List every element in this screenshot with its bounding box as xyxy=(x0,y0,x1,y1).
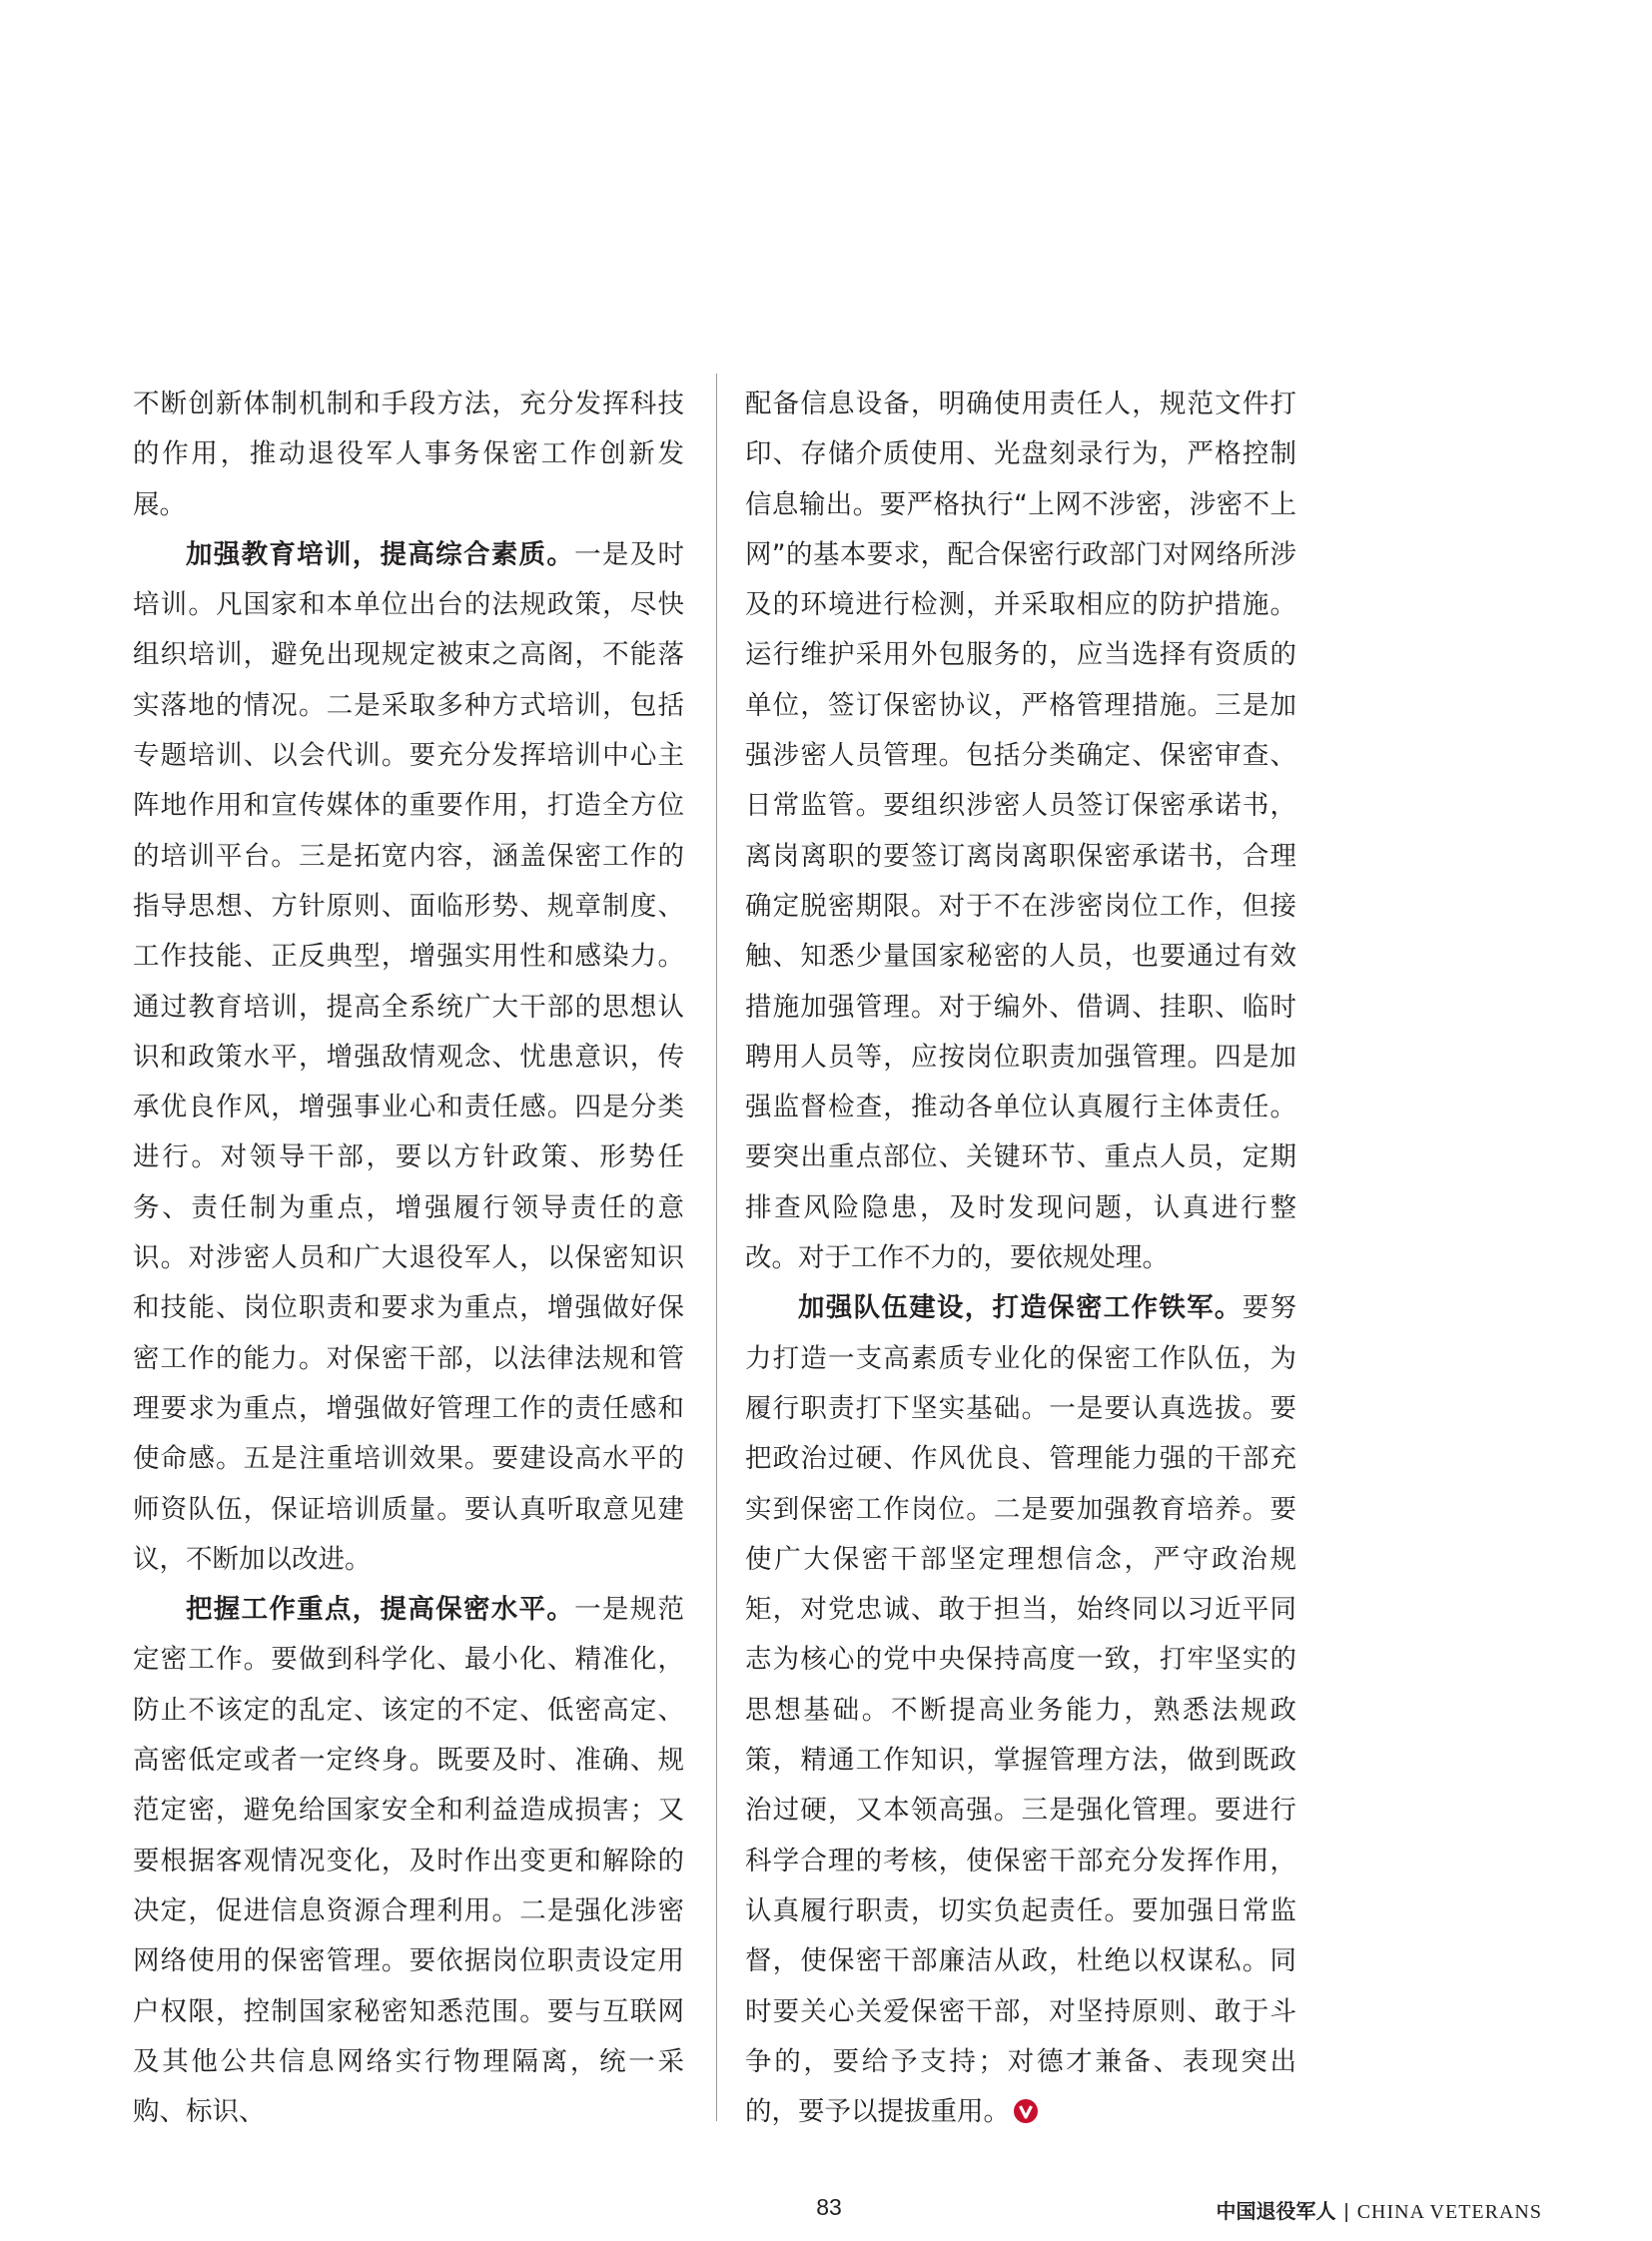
paragraph-body: 一是规范定密工作。要做到科学化、最小化、精准化，防止不该定的乱定、该定的不定、低密高定、高密低定或者一定终身。既要及时、准确、规范定密，避免给国家安全和利益造成损害；又要根据客观情况变化，及时作出变更和解除的决定，促进信息资源合理利用。二是强化涉密网络使用的保密管理。要依据岗位职责设定用户权限，控制国家秘密知悉范围。要与互联网及其他公共信息网络实行物理隔离，统一采购、标识、 xyxy=(133,1594,685,2128)
paragraph-continuation: 不断创新体制机制和手段方法，充分发挥科技的作用，推动退役军人事务保密工作创新发展。 xyxy=(133,388,684,520)
magazine-title-cn: 中国退役军人 xyxy=(1216,2199,1336,2223)
v-end-mark-icon xyxy=(1014,2099,1038,2123)
running-footer xyxy=(1216,2195,1542,2224)
footer-separator: | xyxy=(1343,2201,1349,2223)
page-number: 83 xyxy=(816,2194,842,2220)
left-column xyxy=(133,379,684,2137)
right-column xyxy=(745,379,1296,2137)
paragraph-heading: 加强教育培训，提高综合素质。 xyxy=(186,538,575,570)
paragraph-heading: 加强队伍建设，打造保密工作铁军。 xyxy=(798,1292,1242,1324)
paragraph-body: 要努力打造一支高素质专业化的保密工作队伍，为履行职责打下坚实基础。一是要认真选拔。要把政治过硬、作风优良、管理能力强的干部充实到保密工作岗位。二是要加强教育培养。要使广大保密干部坚定理想信念，严守政治规矩，对党忠诚、敢于担当，始终同以习近平同志为核心的党中央保持高度一致，打牢坚实的思想基础。不断提高业务能力，熟悉法规政策，精通工作知识，掌握管理方法，做到既政治过硬，又本领高强。三是强化管理。要进行科学合理的考核，使保密干部充分发挥作用，认真履行职责，切实负起责任。要加强日常监督，使保密干部廉洁从政，杜绝以权谋私。同时要关心关爱保密干部，对坚持原则、敢于斗争的，要给予支持；对德才兼备、表现突出的，要予以提拔重用。 xyxy=(745,1292,1297,2128)
paragraph-heading: 把握工作重点，提高保密水平。 xyxy=(186,1594,575,1626)
paragraph-continuation: 配备信息设备，明确使用责任人，规范文件打印、存储介质使用、光盘刻录行为，严格控制信息输出。要严格执行“上网不涉密，涉密不上网”的基本要求，配合保密行政部门对网络所涉及的环境进行检测，并采取相应的防护措施。运行维护采用外包服务的，应当选择有资质的单位，签订保密协议，严格管理措施。三是加强涉密人员管理。包括分类确定、保密审查、日常监管。要组织涉密人员签订保密承诺书，离岗离职的要签订离岗离职保密承诺书，合理确定脱密期限。对于不在涉密岗位工作，但接触、知悉少量国家秘密的人员，也要通过有效措施加强管理。对于编外、借调、挂职、临时聘用人员等，应按岗位职责加强管理。四是加强监督检查，推动各单位认真履行主体责任。要突出重点部位、关键环节、重点人员，定期排查风险隐患，及时发现问题，认真进行整改。对于工作不力的，要依规处理。 xyxy=(745,388,1296,1274)
paragraph-education-training xyxy=(133,530,684,1585)
column-divider xyxy=(716,374,717,2121)
paragraph-team-building xyxy=(745,1283,1296,2137)
paragraph-body: 一是及时培训。凡国家和本单位出台的法规政策，尽快组织培训，避免出现规定被束之高阁，不能落实落地的情况。二是采取多种方式培训，包括专题培训、以会代训。要充分发挥培训中心主阵地作用和宣传媒体的重要作用，打造全方位的培训平台。三是拓宽内容，涵盖保密工作的指导思想、方针原则、面临形势、规章制度、工作技能、正反典型，增强实用性和感染力。通过教育培训，提高全系统广大干部的思想认识和政策水平，增强敌情观念、忧患意识，传承优良作风，增强事业心和责任感。四是分类进行。对领导干部，要以方针政策、形势任务、责任制为重点，增强履行领导责任的意识。对涉密人员和广大退役军人，以保密知识和技能、岗位职责和要求为重点，增强做好保密工作的能力。对保密干部，以法律法规和管理要求为重点，增强做好管理工作的责任感和使命感。五是注重培训效果。要建设高水平的师资队伍，保证培训质量。要认真听取意见建议，不断加以改进。 xyxy=(133,538,685,1575)
magazine-title-en: CHINA VETERANS xyxy=(1356,2201,1542,2223)
paragraph-work-focus xyxy=(133,1585,684,2137)
